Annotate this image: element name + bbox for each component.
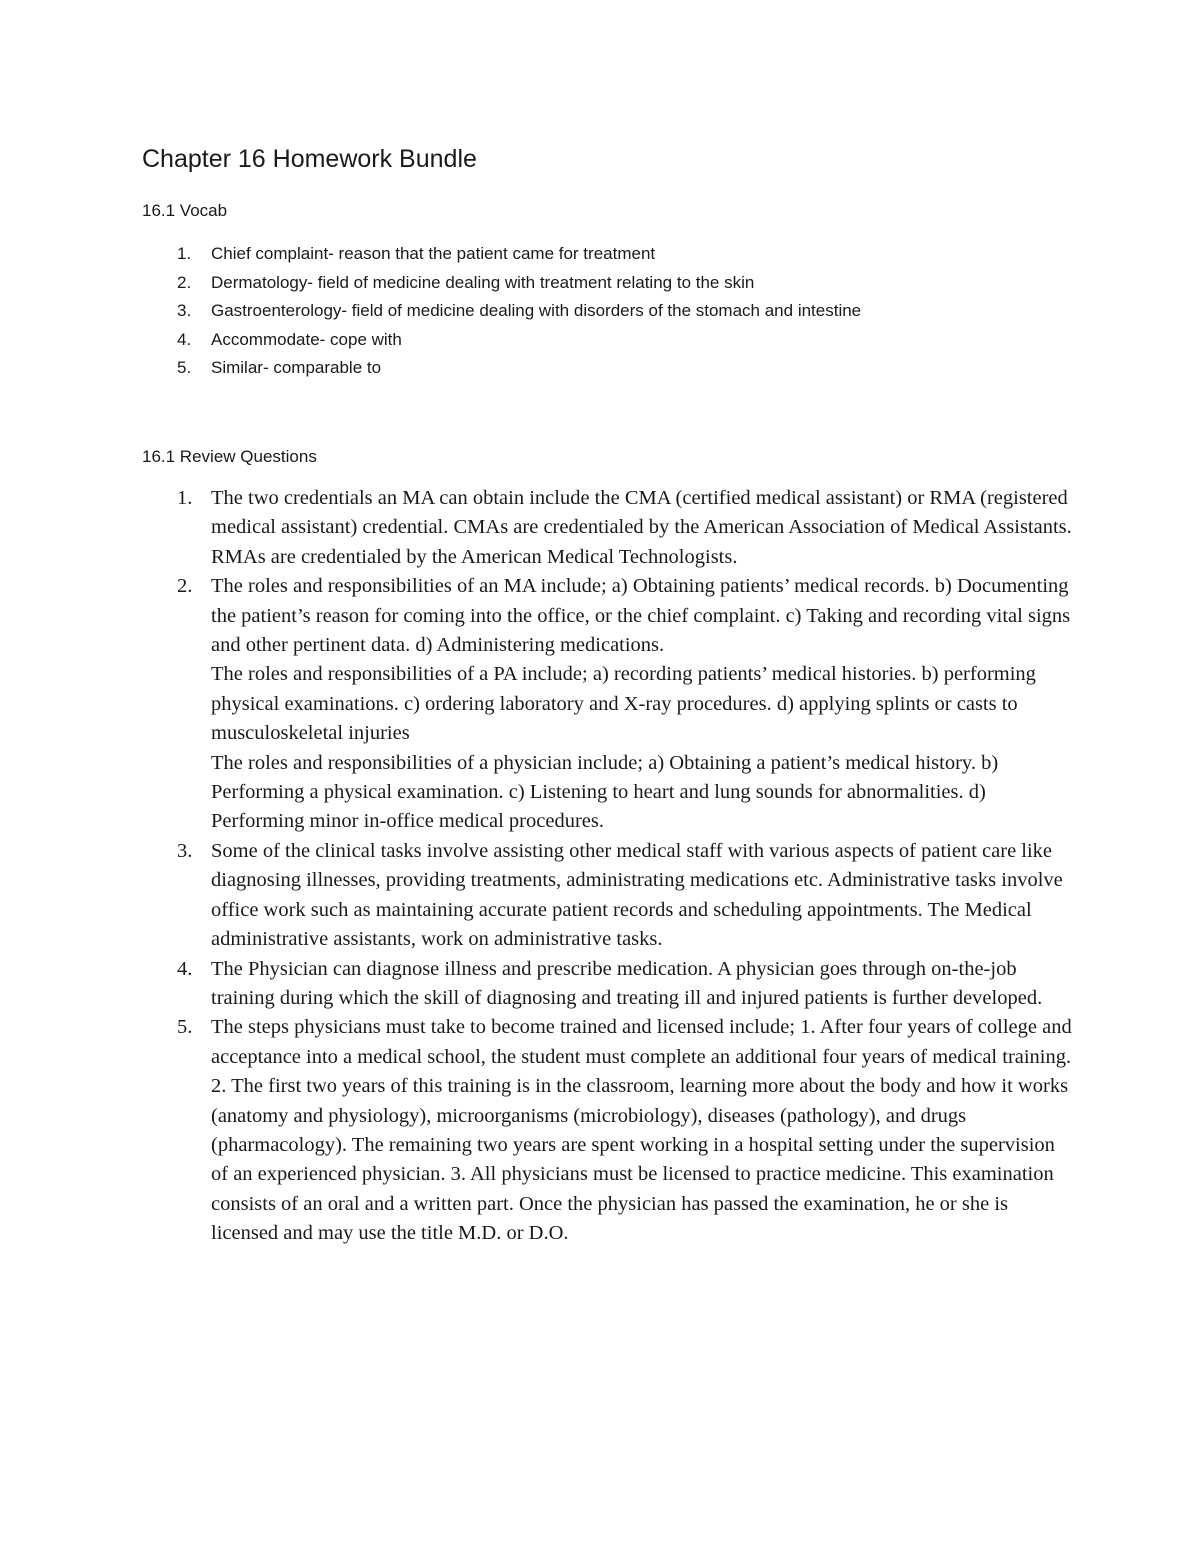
review-paragraph: The roles and responsibilities of a PA include; a) recording patients’ medical histories. b) performing physical examinations. c) ordering laboratory and X-ray procedures. d) applying splints or casts to musculoskeletal injuries — [211, 663, 1036, 745]
vocab-text: Chief complaint- reason that the patient came for treatment — [211, 244, 656, 263]
vocab-text: Accommodate- cope with — [211, 329, 402, 349]
review-paragraph: Some of the clinical tasks involve assisting other medical staff with various aspects of patient care like diagnosing illnesses, providing treatments, administrating medications etc. Administrative tasks involve office work such as maintaining accurate patient records and scheduling appointments. The Medical administrative assistants, work on administrative tasks. — [211, 839, 1063, 951]
review-item — [142, 1013, 1072, 1248]
review-paragraph: The steps physicians must take to become trained and licensed include; 1. After four years of college and acceptance into a medical school, the student must complete an additional four years of medical training. 2. The first two years of this training is in the classroom, learning more about the body and how it works (anatomy and physiology), microorganisms (microbiology), diseases (pathology), and drugs (pharmacology). The remaining two years are spent working in a hospital setting under the supervision of an experienced physician. 3. All physicians must be licensed to practice medicine. This examination consists of an oral and a written part. Once the physician has passed the examination, he or she is licensed and may use the title M.D. or D.O. — [211, 1016, 1072, 1245]
list-number: 4. — [177, 329, 192, 349]
vocab-text: Similar- comparable to — [211, 358, 382, 378]
review-paragraph: The Physician can diagnose illness and prescribe medication. A physician goes through on-the-job training during which the skill of diagnosing and treating ill and injured patients is further developed. — [211, 957, 1043, 1009]
vocab-heading: 16.1 Vocab — [142, 201, 228, 220]
list-number: 3. — [177, 301, 192, 321]
list-number: 2. — [177, 575, 193, 598]
vocab-item — [142, 354, 1122, 383]
vocab-item — [142, 269, 1122, 298]
review-item — [142, 484, 1072, 572]
review-paragraph: The roles and responsibilities of a physician include; a) Obtaining a patient’s medical history. b) Performing a physical examination. c) Listening to heart and lung sounds for abnormalities. d) Performing minor in-office medical procedures. — [211, 751, 999, 833]
vocab-item — [142, 326, 1122, 355]
vocab-list — [142, 240, 1122, 383]
vocab-text: Dermatology- field of medicine dealing with treatment relating to the skin — [211, 272, 755, 292]
list-number: 1. — [177, 487, 193, 509]
review-questions-list — [142, 484, 1072, 1249]
vocab-item — [142, 240, 1122, 269]
review-item — [142, 955, 1072, 1014]
review-paragraph: The two credentials an MA can obtain include the CMA (certified medical assistant) or RMA (registered medical assistant) credential. CMAs are credentialed by the American Association of Medical Assistants. RMAs are credentialed by the American Medical Technologists. — [211, 487, 1072, 568]
vocab-item — [142, 297, 1122, 326]
list-number: 1. — [177, 244, 192, 263]
review-paragraph: The roles and responsibilities of an MA include; a) Obtaining patients’ medical records. b) Documenting the patient’s reason for coming into the office, or the chief complaint. c) Taking and recording vital signs and other pertinent data. d) Administering medications. — [211, 575, 1071, 657]
review-item — [142, 837, 1072, 955]
review-item — [142, 572, 1072, 837]
list-number: 5. — [177, 1016, 193, 1039]
list-number: 4. — [177, 957, 193, 980]
list-number: 5. — [177, 358, 192, 378]
list-number: 2. — [177, 272, 192, 292]
document-title: Chapter 16 Homework Bundle — [142, 145, 477, 173]
review-questions-heading: 16.1 Review Questions — [142, 447, 317, 466]
list-number: 3. — [177, 839, 193, 862]
vocab-text: Gastroenterology- field of medicine dealing with disorders of the stomach and intestine — [211, 301, 862, 321]
